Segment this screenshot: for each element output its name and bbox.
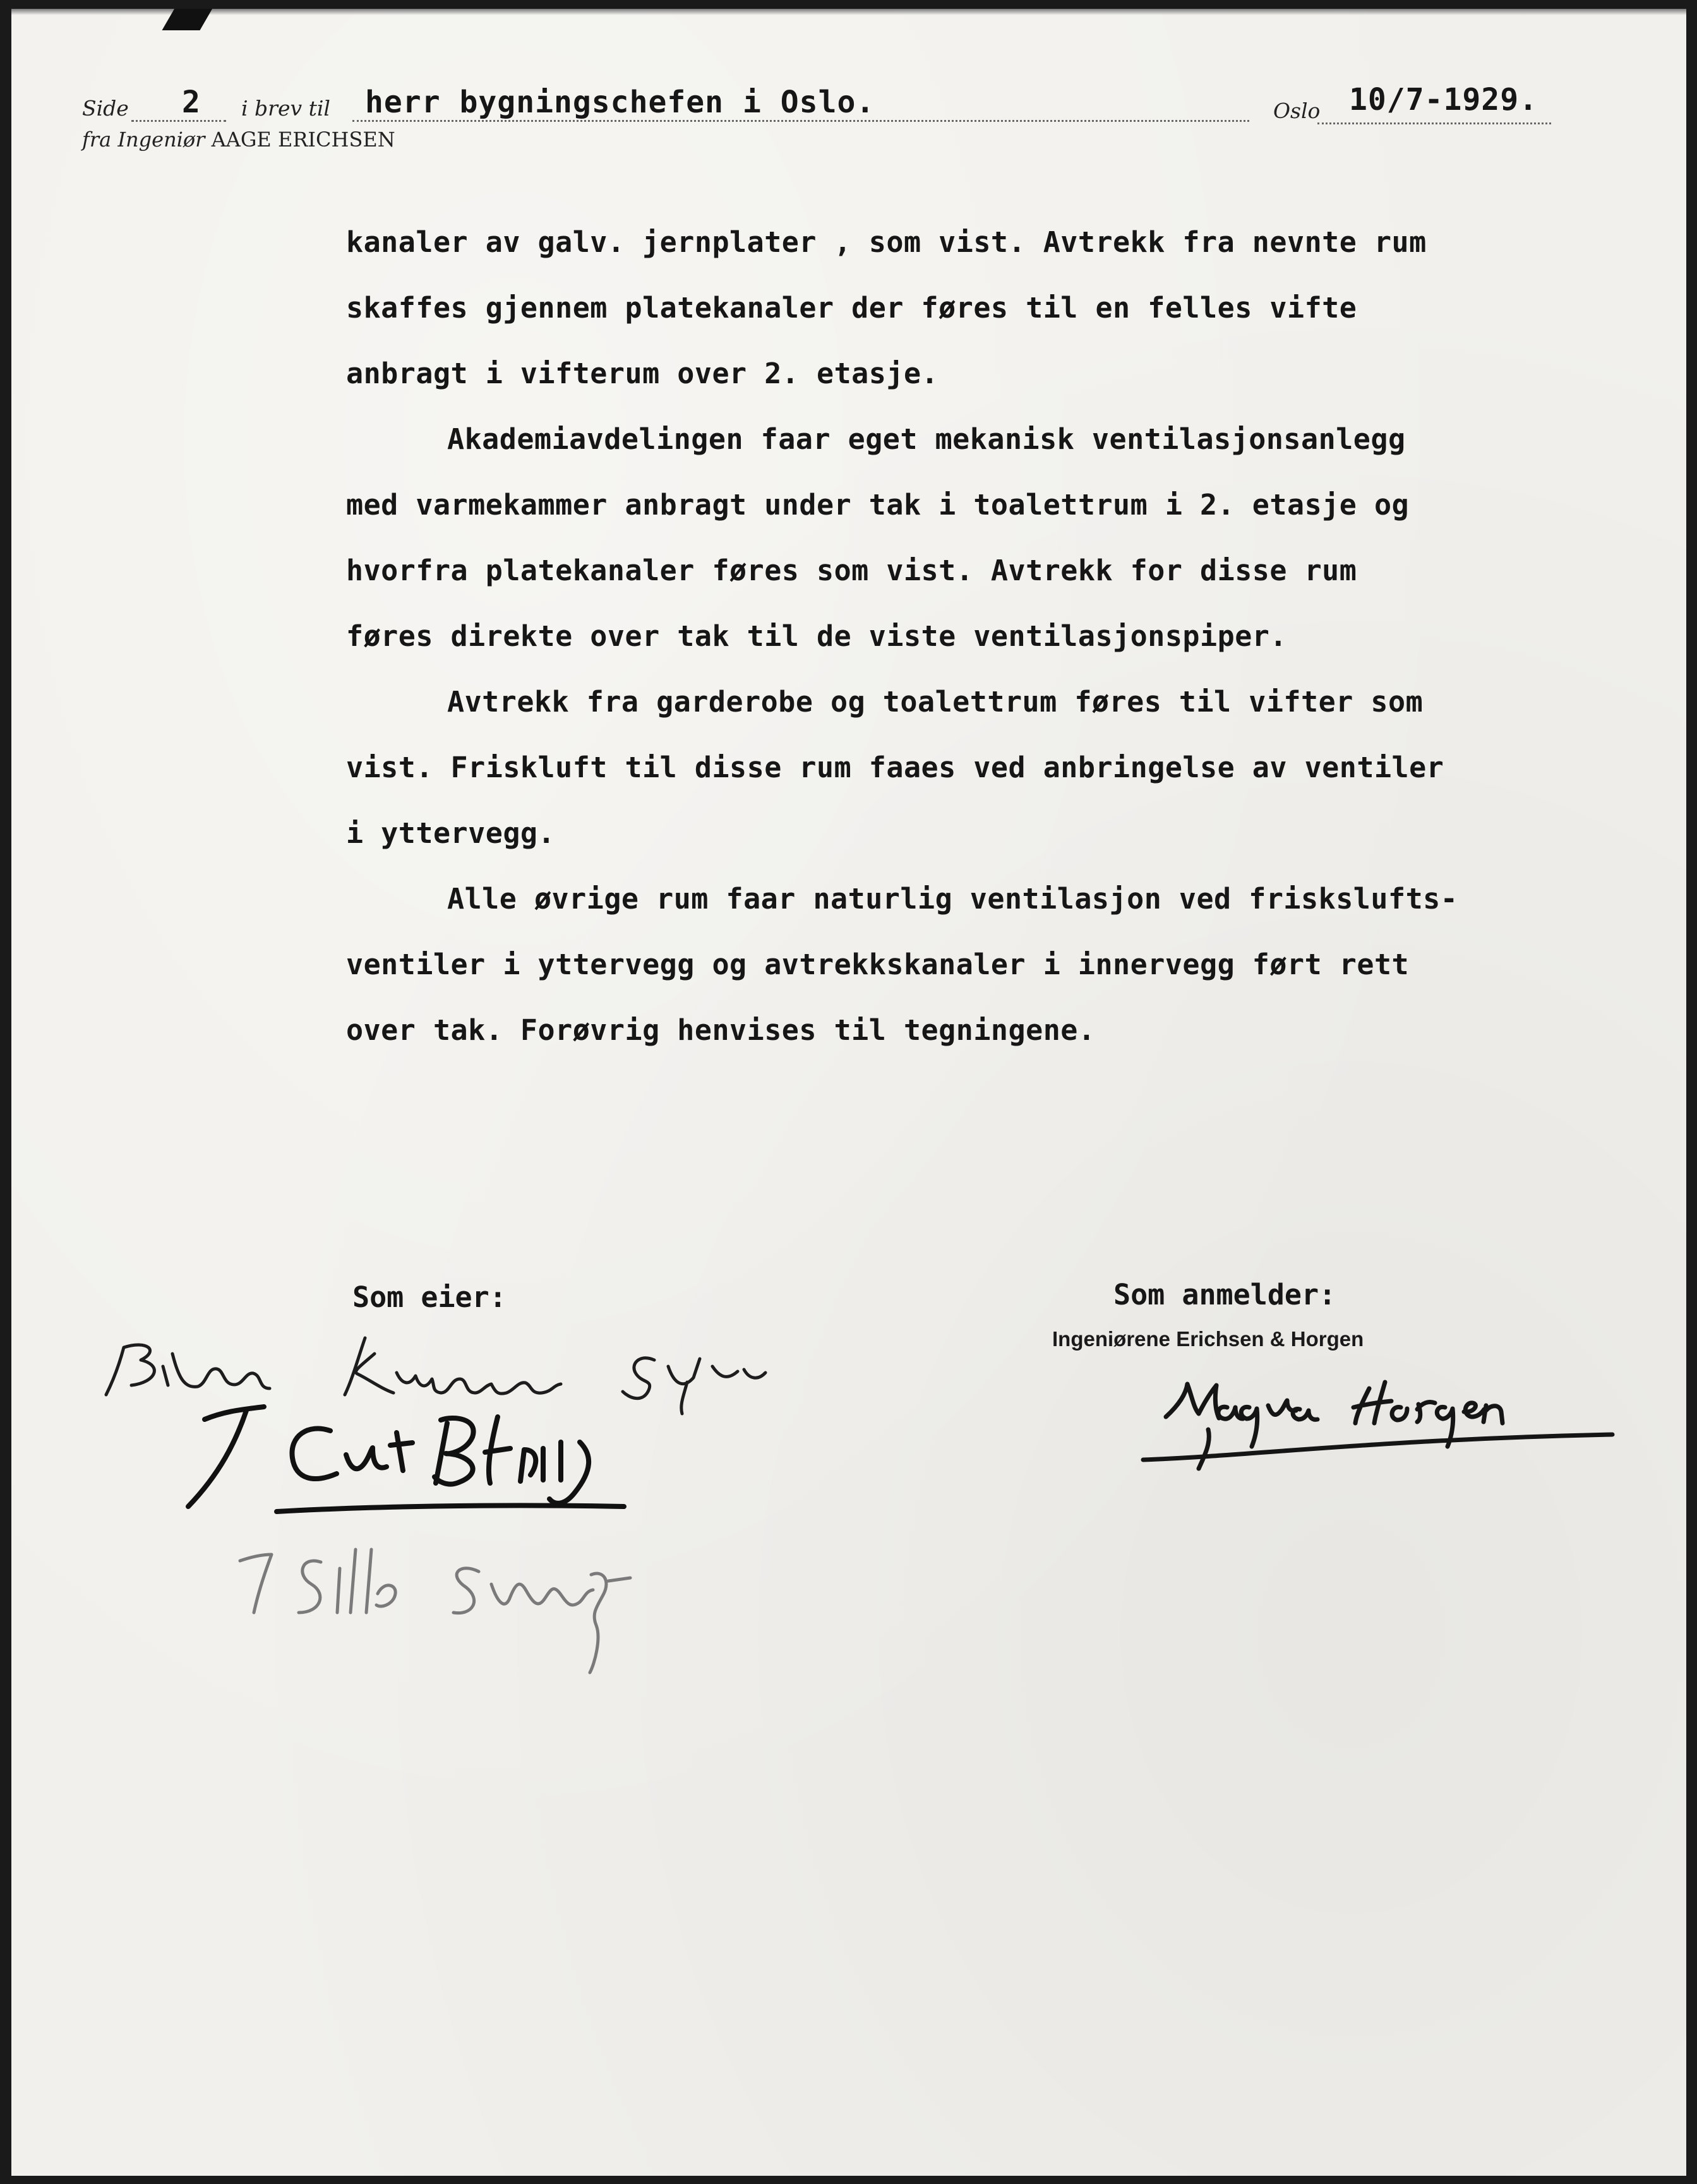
body-line: i yttervegg. [346, 816, 556, 850]
sender-name: AAGE ERICHSEN [211, 128, 395, 152]
body-line: Avtrekk fra garderobe og toalettrum føres til vifter som [447, 685, 1424, 719]
body-line: ventiler i yttervegg og avtrekkskanaler i innervegg ført rett [346, 948, 1410, 981]
body-line: hvorfra platekanaler føres som vist. Avtrekk for disse rum [346, 554, 1357, 587]
applicant-signature [1143, 1382, 1612, 1469]
owner-label: Som eier: [352, 1280, 507, 1314]
handwritten-signatures [11, 9, 1686, 2176]
body-line: med varmekammer anbragt under tak i toalettrum i 2. etasje og [346, 488, 1410, 522]
place-label: Oslo [1273, 98, 1321, 123]
body-line: skaffes gjennem platekanaler der føres til en felles vifte [346, 291, 1357, 325]
body-line: Alle øvrige rum faar naturlig ventilasjon ved friskslufts- [447, 882, 1458, 916]
body-line: Akademiavdelingen faar eget mekanisk ventilasjonsanlegg [447, 422, 1406, 456]
document-page [11, 9, 1686, 2176]
sender-prefix: fra Ingeniør [82, 128, 205, 152]
body-line: vist. Friskluft til disse rum faaes ved anbringelse av ventiler [346, 751, 1444, 784]
owner-signature-1 [106, 1338, 765, 1414]
body-line: over tak. Forøvrig henvises til tegningene. [346, 1013, 1096, 1047]
body-line: anbragt i vifterum over 2. etasje. [346, 357, 939, 390]
firm-stamp: Ingeniørene Erichsen & Horgen [1052, 1327, 1364, 1351]
applicant-label: Som anmelder: [1113, 1278, 1336, 1311]
letter-date: 10/7-1929. [1349, 82, 1538, 117]
body-line: kanaler av galv. jernplater , som vist. Avtrekk fra nevnte rum [346, 225, 1427, 259]
owner-signature-3 [240, 1549, 630, 1673]
owner-signature-2 [188, 1407, 624, 1512]
page-number: 2 [182, 85, 201, 120]
side-label: Side [82, 96, 129, 121]
recipient: herr bygningschefen i Oslo. [365, 85, 875, 120]
body-line: føres direkte over tak til de viste ventilasjonspiper. [346, 619, 1287, 653]
brev-label: i brev til [241, 96, 330, 121]
